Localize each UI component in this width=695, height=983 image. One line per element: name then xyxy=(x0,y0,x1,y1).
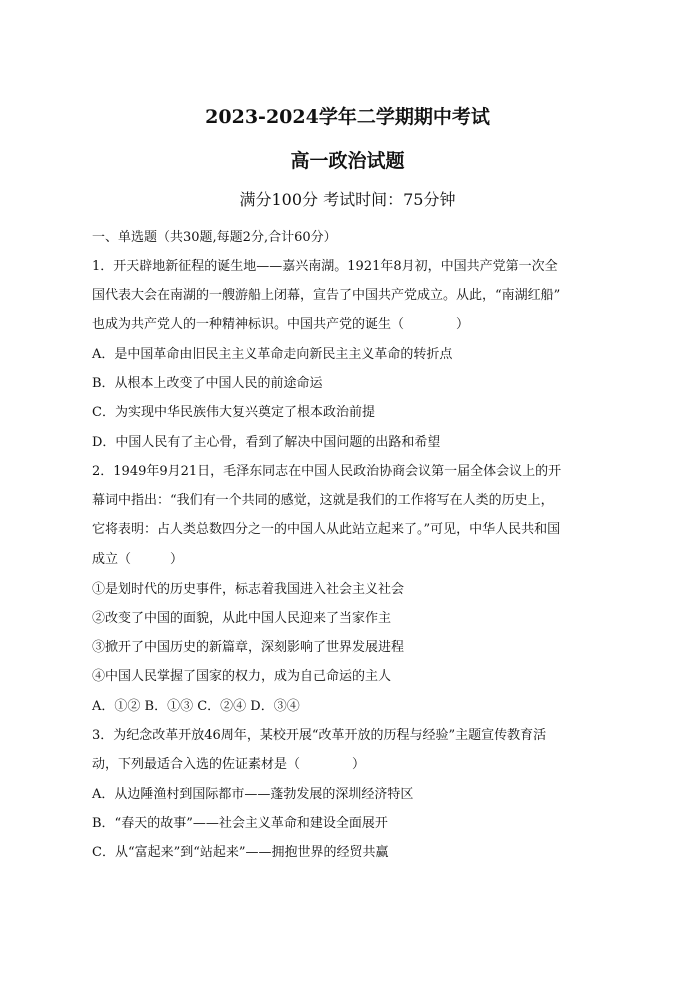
q2-statement-3: ③掀开了中国历史的新篇章，深刻影响了世界发展进程 xyxy=(92,640,405,655)
q1-option-c: C．为实现中华民族伟大复兴奠定了根本政治前提 xyxy=(92,405,375,420)
q1-stem-line-3: 也成为共产党人的一种精神标识。中国共产党的诞生（ ） xyxy=(92,317,470,332)
q1-option-b: B．从根本上改变了中国人民的前途命运 xyxy=(92,376,323,391)
q2-options: A．①② B．①③ C．②④ D．③④ xyxy=(92,699,300,714)
exam-subject: 高一政治试题 xyxy=(290,150,405,172)
exam-title: 2023-2024学年二学期期中考试 xyxy=(205,106,490,128)
q1-stem-line-1: 1．开天辟地新征程的诞生地——嘉兴南湖。1921年8月初，中国共产党第一次全 xyxy=(92,259,558,274)
q2-stem-line-1: 2．1949年9月21日，毛泽东同志在中国人民政治协商会议第一届全体会议上的开 xyxy=(92,464,562,479)
q3-option-c: C．从“富起来”到“站起来”——拥抱世界的经贸共赢 xyxy=(92,845,389,860)
q3-stem-line-1: 3．为纪念改革开放46周年，某校开展“改革开放的历程与经验”主题宣传教育活 xyxy=(92,728,547,743)
q1-option-a: A．是中国革命由旧民主主义革命走向新民主主义革命的转折点 xyxy=(92,347,453,362)
exam-meta: 满分100分 考试时间：75分钟 xyxy=(239,190,456,209)
q2-statement-1: ①是划时代的历史事件，标志着我国进入社会主义社会 xyxy=(92,582,405,597)
q2-stem-line-3: 它将表明：占人类总数四分之一的中国人从此站立起来了。”可见，中华人民共和国 xyxy=(92,522,561,537)
q1-option-d: D．中国人民有了主心骨，看到了解决中国问题的出路和希望 xyxy=(92,435,441,450)
q2-statement-4: ④中国人民掌握了国家的权力，成为自己命运的主人 xyxy=(92,669,392,684)
q2-stem-line-4: 成立（ ） xyxy=(92,552,184,567)
q2-statement-2: ②改变了中国的面貌，从此中国人民迎来了当家作主 xyxy=(92,611,392,626)
q1-stem-line-2: 国代表大会在南湖的一艘游船上闭幕，宣告了中国共产党成立。从此，“南湖红船” xyxy=(92,288,561,303)
q3-option-a: A．从边陲渔村到国际都市——蓬勃发展的深圳经济特区 xyxy=(92,787,414,802)
q2-stem-line-2: 幕词中指出：“我们有一个共同的感觉，这就是我们的工作将写在人类的历史上， xyxy=(92,493,554,508)
q3-stem-line-2: 动，下列最适合入选的佐证素材是（ ） xyxy=(92,757,366,772)
section-heading: 一、单选题（共30题,每题2分,合计60分） xyxy=(92,230,337,245)
q3-option-b: B．“春天的故事”——社会主义革命和建设全面展开 xyxy=(92,816,388,831)
